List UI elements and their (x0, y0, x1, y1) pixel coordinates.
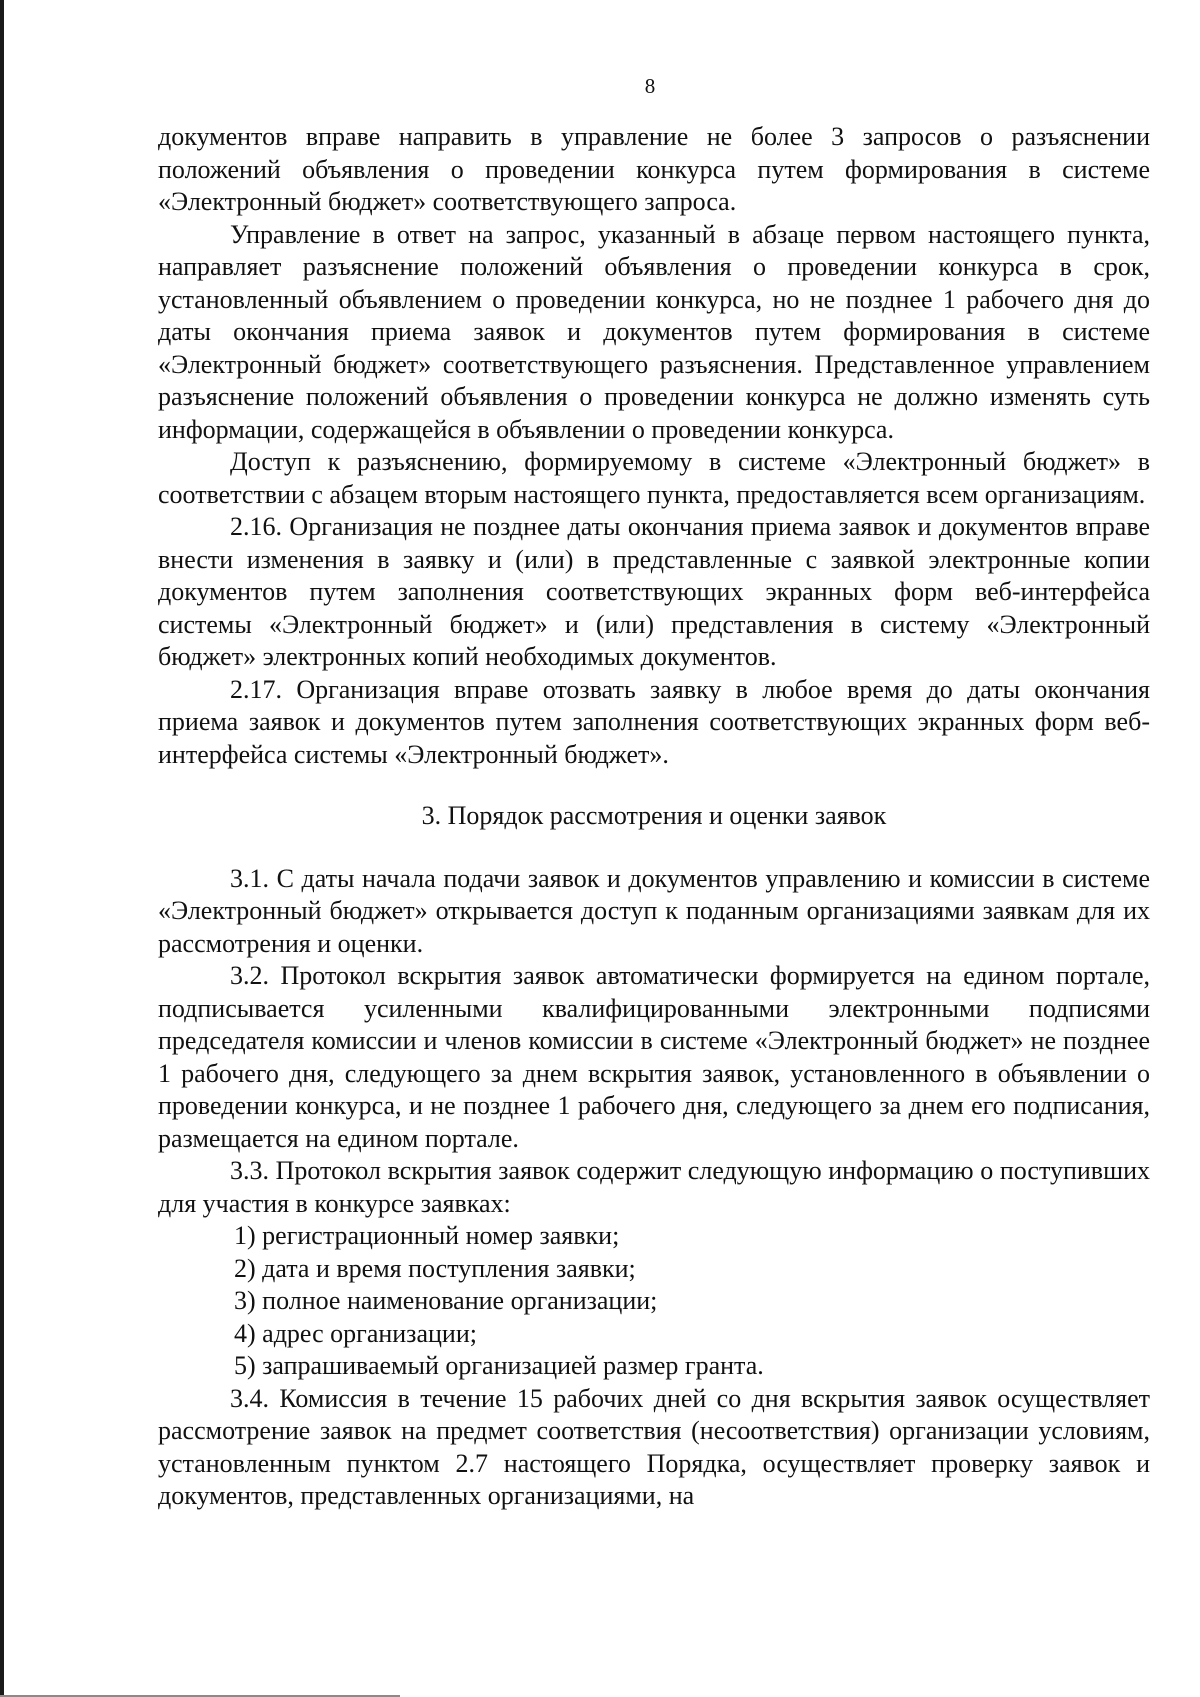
paragraph-3-4: 3.4. Комиссия в течение 15 рабочих дней со дня вскрытия заявок осуществляет рассмотрение заявок на предмет соответствия (несоответствия) организации условиям, установленным пунктом 2.7 настоящего Порядка, осуществляет проверку заявок и документов, представленных организациями, на (158, 1383, 1150, 1510)
scan-left-border (0, 0, 4, 1697)
list-item: 3) полное наименование организации; (234, 1286, 658, 1315)
paragraph-clarification-access: Доступ к разъяснению, формируемому в системе «Электронный бюджет» в соответствии с абзацем вторым настоящего пункта, предоставляется всем организациям. (158, 447, 1150, 509)
list-item: 4) адрес организации; (234, 1318, 477, 1348)
section-heading-3: 3. Порядок рассмотрения и оценки заявок (421, 801, 887, 830)
paragraph-3-2: 3.2. Протокол вскрытия заявок автоматически формируется на едином портале, подписывается усиленными квалифицированными электронными подписями председателя комиссии и членов комиссии в системе «Электронный бюджет» не позднее 1 рабочего дня, следующего за днем вскрытия заявок, установленного в объявлении о проведении конкурса, и не позднее 1 рабочего дня, следующего за днем его подписания, размещается на едином портале. (158, 961, 1150, 1153)
paragraph-3-3: 3.3. Протокол вскрытия заявок содержит следующую информацию о поступивших для участия в конкурсе заявках: (158, 1156, 1150, 1218)
paragraph-continuation: документов вправе направить в управление не более 3 запросов о разъяснении положений объявления о проведении конкурса путем формирования в системе «Электронный бюджет» соответствующего запроса. (158, 122, 1150, 216)
list-item: 5) запрашиваемый организацией размер гранта. (234, 1351, 764, 1380)
page-number: 8 (644, 74, 656, 98)
paragraph-2-17: 2.17. Организация вправе отозвать заявку в любое время до даты окончания приема заявок и документов путем заполнения соответствующих экранных форм веб-интерфейса системы «Электронный бюджет». (158, 674, 1150, 769)
list-item: 2) дата и время поступления заявки; (234, 1253, 636, 1283)
paragraph-clarification-response: Управление в ответ на запрос, указанный в абзаце первом настоящего пункта, направляет разъяснение положений объявления о проведении конкурса в срок, установленный объявлением о проведении конкурса, но не позднее 1 рабочего дня до даты окончания приема заявок и документов путем формирования в системе «Электронный бюджет» соответствующего разъяснения. Представленное управлением разъяснение положений объявления о проведении конкурса не должно изменять суть информации, содержащейся в объявлении о проведении конкурса. (158, 219, 1150, 444)
list-item: 1) регистрационный номер заявки; (234, 1221, 620, 1250)
paragraph-2-16: 2.16. Организация не позднее даты окончания приема заявок и документов вправе внести изменения в заявку и (или) в представленные с заявкой электронные копии документов путем заполнения соответствующих экранных форм веб-интерфейса системы «Электронный бюджет» и (или) представления в систему «Электронный бюджет» электронных копий необходимых документов. (158, 512, 1150, 671)
paragraph-3-1: 3.1. С даты начала подачи заявок и документов управлению и комиссии в системе «Электронный бюджет» открывается доступ к поданным организациями заявкам для их рассмотрения и оценки. (158, 863, 1150, 958)
document-body (158, 121, 1150, 1513)
